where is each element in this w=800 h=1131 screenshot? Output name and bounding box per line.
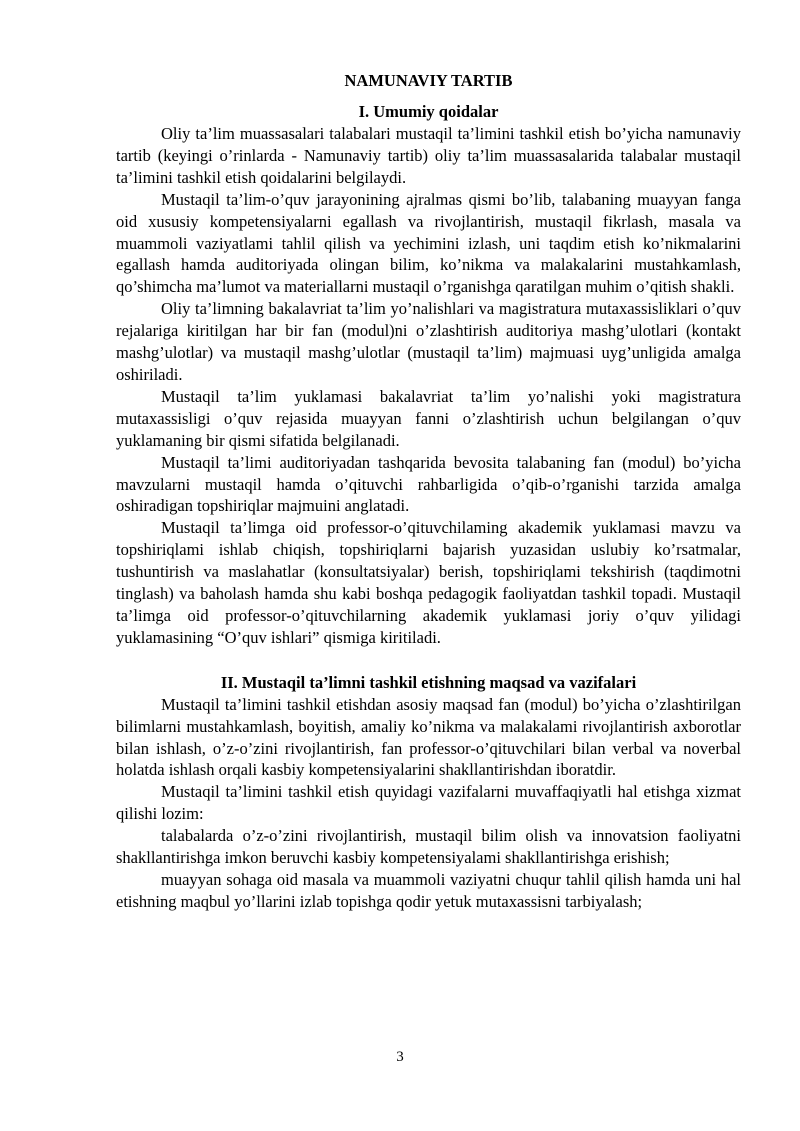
section-goals-and-tasks — [116, 672, 741, 913]
paragraph: Oliy ta’limning bakalavriat ta’lim yo’nalishlari va magistratura mutaxassisliklari o’quv rejalariga kiritilgan har bir fan (modul)ni o’zlashtirish auditoriya mashg’ulotlari (kontakt mashg’ulotlar) va mustaqil mashg’ulotlar (mustaqil ta’lim) majmuasi uyg’unligida amalga oshiriladi. — [116, 299, 741, 384]
paragraph: Mustaqil ta’limi auditoriyadan tashqarida bevosita talabaning fan (modul) bo’yicha mavzularni mustaqil hamda o’qituvchi rahbarligida o’qib-o’rganishi tarzida amalga oshiradigan topshiriqlar majmuini anglatadi. — [116, 452, 741, 516]
document-title: NAMUNAVIY TARTIB — [344, 71, 513, 90]
document-page — [116, 70, 741, 913]
page-number: 3 — [396, 1049, 404, 1065]
section-general-rules — [116, 101, 741, 649]
paragraph: Mustaqil ta’lim-o’quv jarayonining ajralmas qismi bo’lib, talabaning muayyan fanga oid xususiy kompetensiyalarni egallash va rivojlantirish, mustaqil fikrlash, masala va muammoli vaziyatlami tahlil qilish va yechimini izlash, uni taqdim etish ko’nikmalarini egallash hamda auditoriyada olingan bilim, ko’nikma va malakalarini mustahkamlash, qo’shimcha ma’lumot va materiallarni mustaqil o’rganishga qaratilgan muhim o’qitish shakli. — [116, 189, 741, 297]
paragraph: muayyan sohaga oid masala va muammoli vaziyatni chuqur tahlil qilish hamda uni hal etishning maqbul yo’llarini izlab topishga qodir yetuk mutaxassisni tarbiyalash; — [116, 870, 741, 911]
paragraph: talabalarda o’z-o’zini rivojlantirish, mustaqil bilim olish va innovatsion faoliyatni shakllantirishga imkon beruvchi kasbiy kompetensiyalami shakllantirishga erishish; — [116, 826, 741, 868]
paragraph: Mustaqil ta’limga oid professor-o’qituvchilaming akademik yuklamasi mavzu va topshiriqlami ishlab chiqish, topshiriqlarni bajarish yuzasidan uslubiy ko’rsatmalar, tushuntirish va maslahatlar (konsultatsiyalar) berish, topshiriqlami tekshirish (taqdimotni tinglash) va baholash hamda shu kabi boshqa pedagogik faoliyatdan tashkil topadi. Mustaqil ta’limga oid professor-o’qituvchilarning akademik yuklamasi joriy o’quv yilidagi yuklamasining “O’quv ishlari” qismiga kiritiladi. — [116, 518, 741, 647]
paragraph: Mustaqil ta’limini tashkil etishdan asosiy maqsad fan (modul) bo’yicha o’zlashtirilgan bilimlarni mustahkamlash, boyitish, amaliy ko’nikma va malakalami rivojlantirish axborotlar bilan ishlash, o’z-o’zini rivojlantirish, fan professor-o’qituvchilari bilan verbal va noverbal holatda ishlash orqali kasbiy kompetensiyalarini shakllantirishdan iboratdir. — [116, 694, 741, 780]
paragraph: Mustaqil ta’lim yuklamasi bakalavriat ta’lim yo’nalishi yoki magistratura mutaxassisligi o’quv rejasida muayyan fanni o’zlashtirish uchun belgilangan o’quv yuklamaning bir qismi sifatida belgilanadi. — [116, 386, 741, 450]
section-heading: I. Umumiy qoidalar — [358, 102, 499, 121]
paragraph: Mustaqil ta’limini tashkil etish quyidagi vazifalarni muvaffaqiyatli hal etishga xizmat qilishi lozim: — [116, 782, 741, 824]
paragraph: Oliy ta’lim muassasalari talabalari mustaqil ta’limini tashkil etish bo’yicha namunaviy tartib (keyingi o’rinlarda - Namunaviy tartib) oliy ta’lim muassasalarida talabalar mustaqil ta’limini tashkil etish qoidalarini belgilaydi. — [116, 124, 741, 187]
section-heading: II. Mustaqil ta’limni tashkil etishning maqsad va vazifalari — [220, 672, 637, 692]
